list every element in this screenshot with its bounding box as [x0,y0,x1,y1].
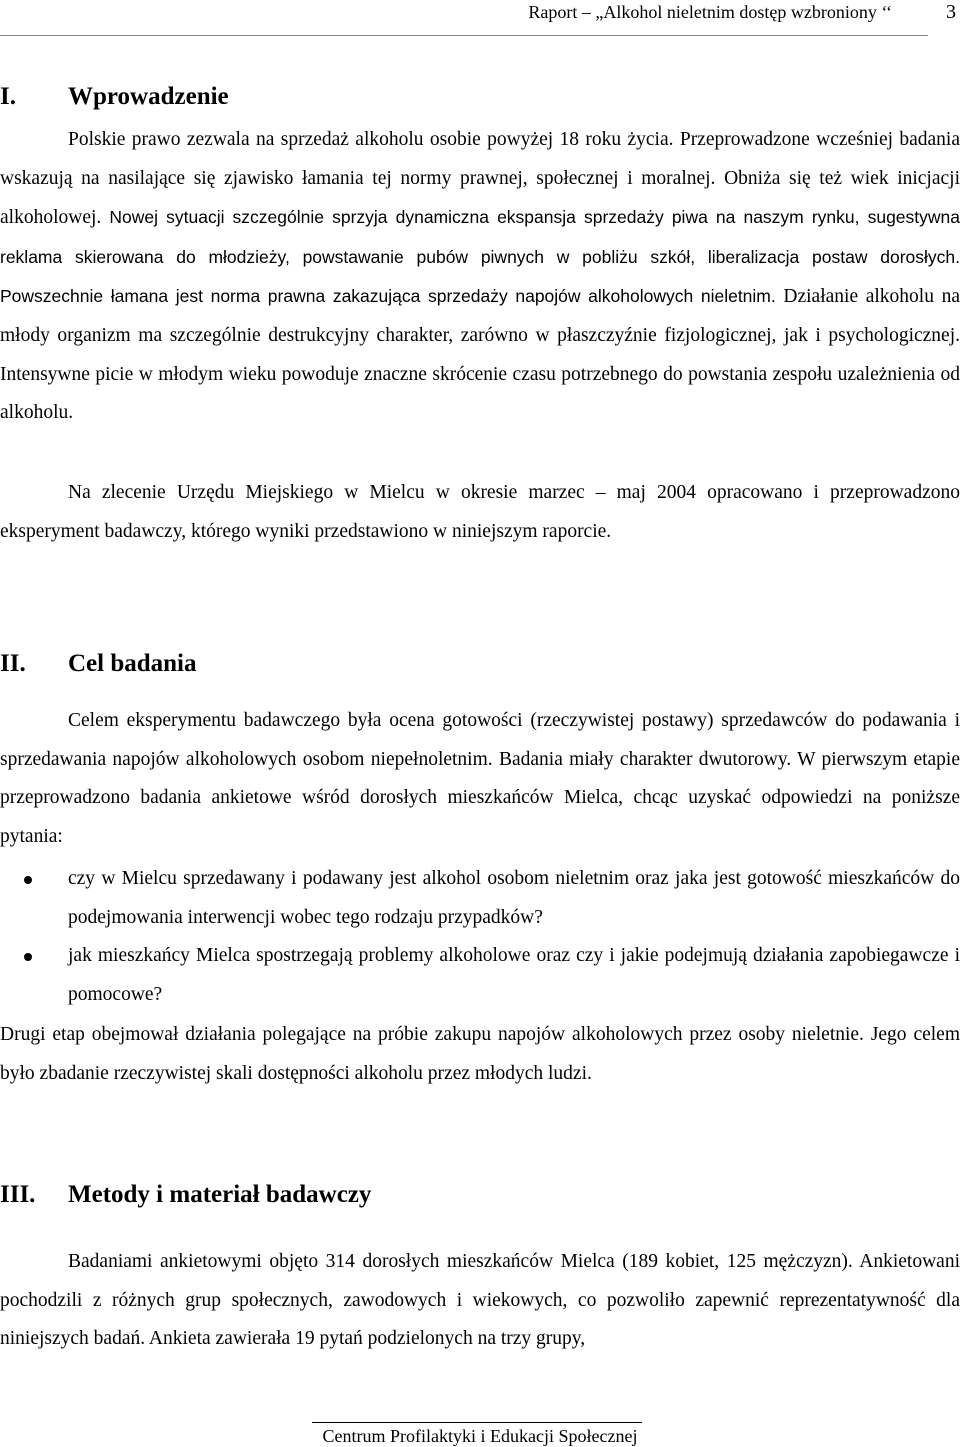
section-1-p1-part-d: Działanie alkoholu na młody organizm ma szczególnie destrukcyjny charakter, zarówno w płaszczyźnie fizjologicznej, jak i psychologicznej. Intensywne picie w młodym wieku powoduje znaczne skrócenie czasu potrzebnego do powstania zespołu uzależnienia od alkoholu. [0,286,960,424]
header-title: Raport – „Alkohol nieletnim dostęp wzbroniony ‘‘ [528,2,892,22]
section-3-paragraph-1: Badaniami ankietowymi objęto 314 dorosłych mieszkańców Mielca (189 kobiet, 125 mężczyzn). Ankietowani pochodzili z różnych grup społecznych, zawodowych i wiekowych, co pozwoliło zapewnić reprezentatywność dla niniejszych badań. Ankieta zawierała 19 pytań podzielonych na trzy grupy, [0,1251,960,1350]
section-3-heading [0,1180,960,1210]
footer-rule [312,1422,642,1423]
page-number: 3 [946,1,956,23]
list-item-text: czy w Mielcu sprzedawany i podawany jest alkohol osobom nieletnim oraz jaka jest gotowość mieszkańców do podejmowania interwencji wobec tego rodzaju przypadków? [68,868,960,928]
list-item [0,860,960,937]
page-header [0,0,960,38]
footer-text: Centrum Profilaktyki i Edukacji Społecznej [322,1426,638,1446]
list-item [0,937,960,1014]
section-1-paragraph-1 [0,121,960,433]
section-1-paragraph-2: Na zlecenie Urzędu Miejskiego w Mielcu w okresie marzec – maj 2004 opracowano i przeprowadzono eksperyment badawczy, którego wyniki przedstawiono w niniejszym raporcie. [0,482,960,542]
section-1-heading [0,82,960,112]
section-1-p1-part-c: Powszechnie łamana jest norma prawna zakazująca sprzedaży napojów alkoholowych nieletnim. [0,286,776,307]
header-rule [0,35,928,36]
section-2-number: II. [0,650,26,677]
section-2-paragraph-2: Drugi etap obejmował działania polegające na próbie zakupu napojów alkoholowych przez osoby nieletnie. Jego celem było zbadanie rzeczywistej skali dostępności alkoholu przez młodych ludzi. [0,1024,960,1084]
section-3-title: Metody i materiał badawczy [68,1181,372,1208]
bullet-icon [24,876,32,884]
questions-list [0,860,960,1014]
list-item-text: jak mieszkańcy Mielca spostrzegają problemy alkoholowe oraz czy i jakie podejmują działania zapobiegawcze i pomocowe? [68,945,960,1005]
section-1-title: Wprowadzenie [68,83,229,110]
section-3-number: III. [0,1181,36,1208]
section-2-paragraph-1: Celem eksperymentu badawczego była ocena gotowości (rzeczywistej postawy) sprzedawców do podawania i sprzedawania napojów alkoholowych osobom niepełnoletnim. Badania miały charakter dwutorowy. W pierwszym etapie przeprowadzono badania ankietowe wśród dorosłych mieszkańców Mielca, chcąc uzyskać odpowiedzi na poniższe pytania: [0,710,960,847]
section-1-p1-part-a: Polskie prawo zezwala na sprzedaż alkoholu osobie powyżej 18 roku życia. Przeprowadzone wcześniej badania wskazują na nasilające się zjawisko łamania tej normy prawnej, społecznej i moralnej. Obniża się też wiek inicjacji alkoholowej. [0,129,960,229]
bullet-icon [24,953,32,961]
page-footer [0,1412,960,1447]
section-1-p1-part-b: Nowej sytuacji szczególnie sprzyja dynamiczna ekspansja sprzedaży piwa na naszym rynku, sugestywna reklama skierowana do młodzieży, powstawanie pubów piwnych w pobliżu szkół, liberalizacja postaw dorosłych. [0,207,960,267]
section-2-heading [0,649,960,679]
section-1-number: I. [0,83,16,110]
section-2-title: Cel badania [68,650,197,677]
